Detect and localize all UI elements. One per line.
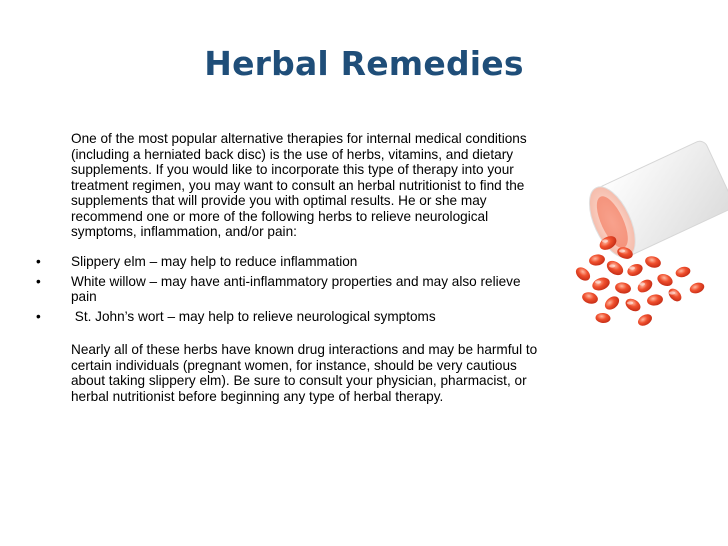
closing-paragraph: Nearly all of these herbs have known drug interactions and may be harmful to certain individuals (pregnant women, for instance, should be very cautious about taking slippery elm). Be sure to consult your physician, pharmacist, or herbal nutritionist before beginning any type of herbal therapy.	[71, 342, 538, 404]
intro-paragraph: One of the most popular alternative therapies for internal medical conditions (including a herniated back disc) is the use of herbs, vitamins, and dietary supplements. If you would like to incorporate this type of therapy into your treatment regimen, you may want to consult an herbal nutritionist to find the supplements that will provide you with optimal results. He or she may recommend one or more of the following herbs to relieve neurological symptoms, inflammation, and/or pain:	[71, 131, 527, 239]
bullet-icon: •	[36, 273, 41, 289]
bullet-icon: •	[36, 254, 41, 269]
slide-title: Herbal Remedies	[204, 44, 524, 83]
list-item	[0, 254, 545, 270]
list-item	[0, 274, 545, 305]
bullet-icon: •	[36, 308, 41, 324]
list-item-text: Slippery elm – may help to reduce inflammation	[71, 254, 358, 269]
list-item	[0, 309, 545, 325]
list-item-text: White willow – may have anti-inflammatory properties and may also relieve pain	[71, 273, 521, 304]
pill-bottle-image	[535, 140, 728, 340]
herb-list	[0, 254, 545, 328]
list-item-text: St. John’s wort – may help to relieve neurological symptoms	[71, 308, 436, 324]
